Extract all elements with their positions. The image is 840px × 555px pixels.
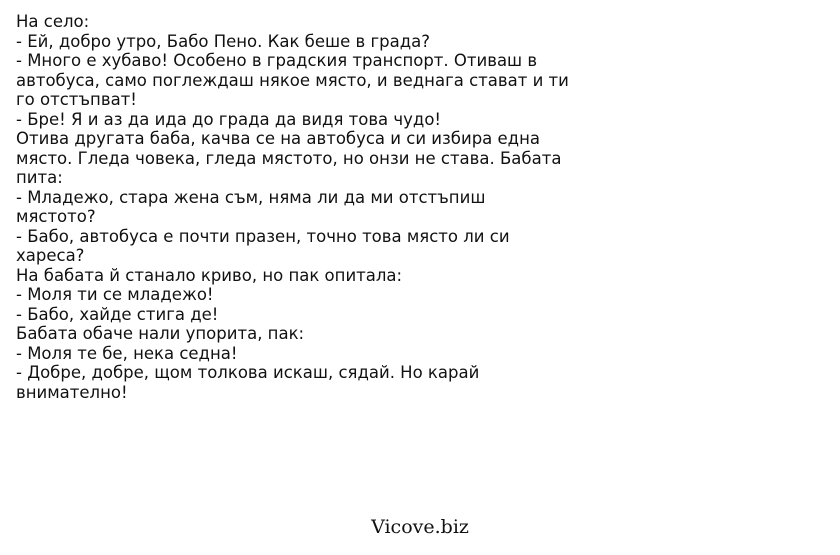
joke-line: хареса? [16, 246, 85, 265]
joke-line: мястото? [16, 207, 96, 226]
joke-line: пита: [16, 168, 63, 187]
joke-line: място. Гледа човека, гледа мястото, но онзи не става. Бабата [16, 148, 562, 168]
joke-line: - Бабо, хайде стига де! [16, 304, 219, 324]
joke-line: На бабата й станало криво, но пак опитала: [16, 265, 403, 285]
joke-line: - Моля ти се младежо! [16, 285, 214, 304]
joke-line: Бабата обаче нали упорита, пак: [16, 324, 305, 343]
joke-line: - Бабо, автобуса е почти празен, точно това място ли си [16, 226, 510, 246]
joke-line: - Добре, добре, щом толкова искаш, сядай. Но карай [16, 363, 480, 382]
joke-line: внимателно! [16, 382, 128, 402]
joke-line: - Младежо, стара жена съм, няма ли да ми отстъпиш [16, 187, 486, 207]
joke-line: - Моля те бе, нека седна! [16, 343, 238, 363]
joke-line: На село: [16, 12, 90, 31]
joke-line: - Много е хубаво! Особено в градския транспорт. Отиваш в [16, 51, 538, 70]
joke-line: - Ей, добро утро, Бабо Пено. Как беше в града? [16, 31, 430, 51]
joke-line: автобуса, само поглеждаш някое място, и веднага стават и ти [16, 70, 569, 90]
joke-line: Отива другата баба, качва се на автобуса и си избира една [16, 129, 540, 148]
site-watermark: Vicove.biz [371, 516, 469, 538]
joke-line: го отстъпват! [16, 90, 137, 109]
joke-text [16, 12, 576, 402]
joke-line: - Бре! Я и аз да ида до града да видя това чудо! [16, 109, 442, 129]
